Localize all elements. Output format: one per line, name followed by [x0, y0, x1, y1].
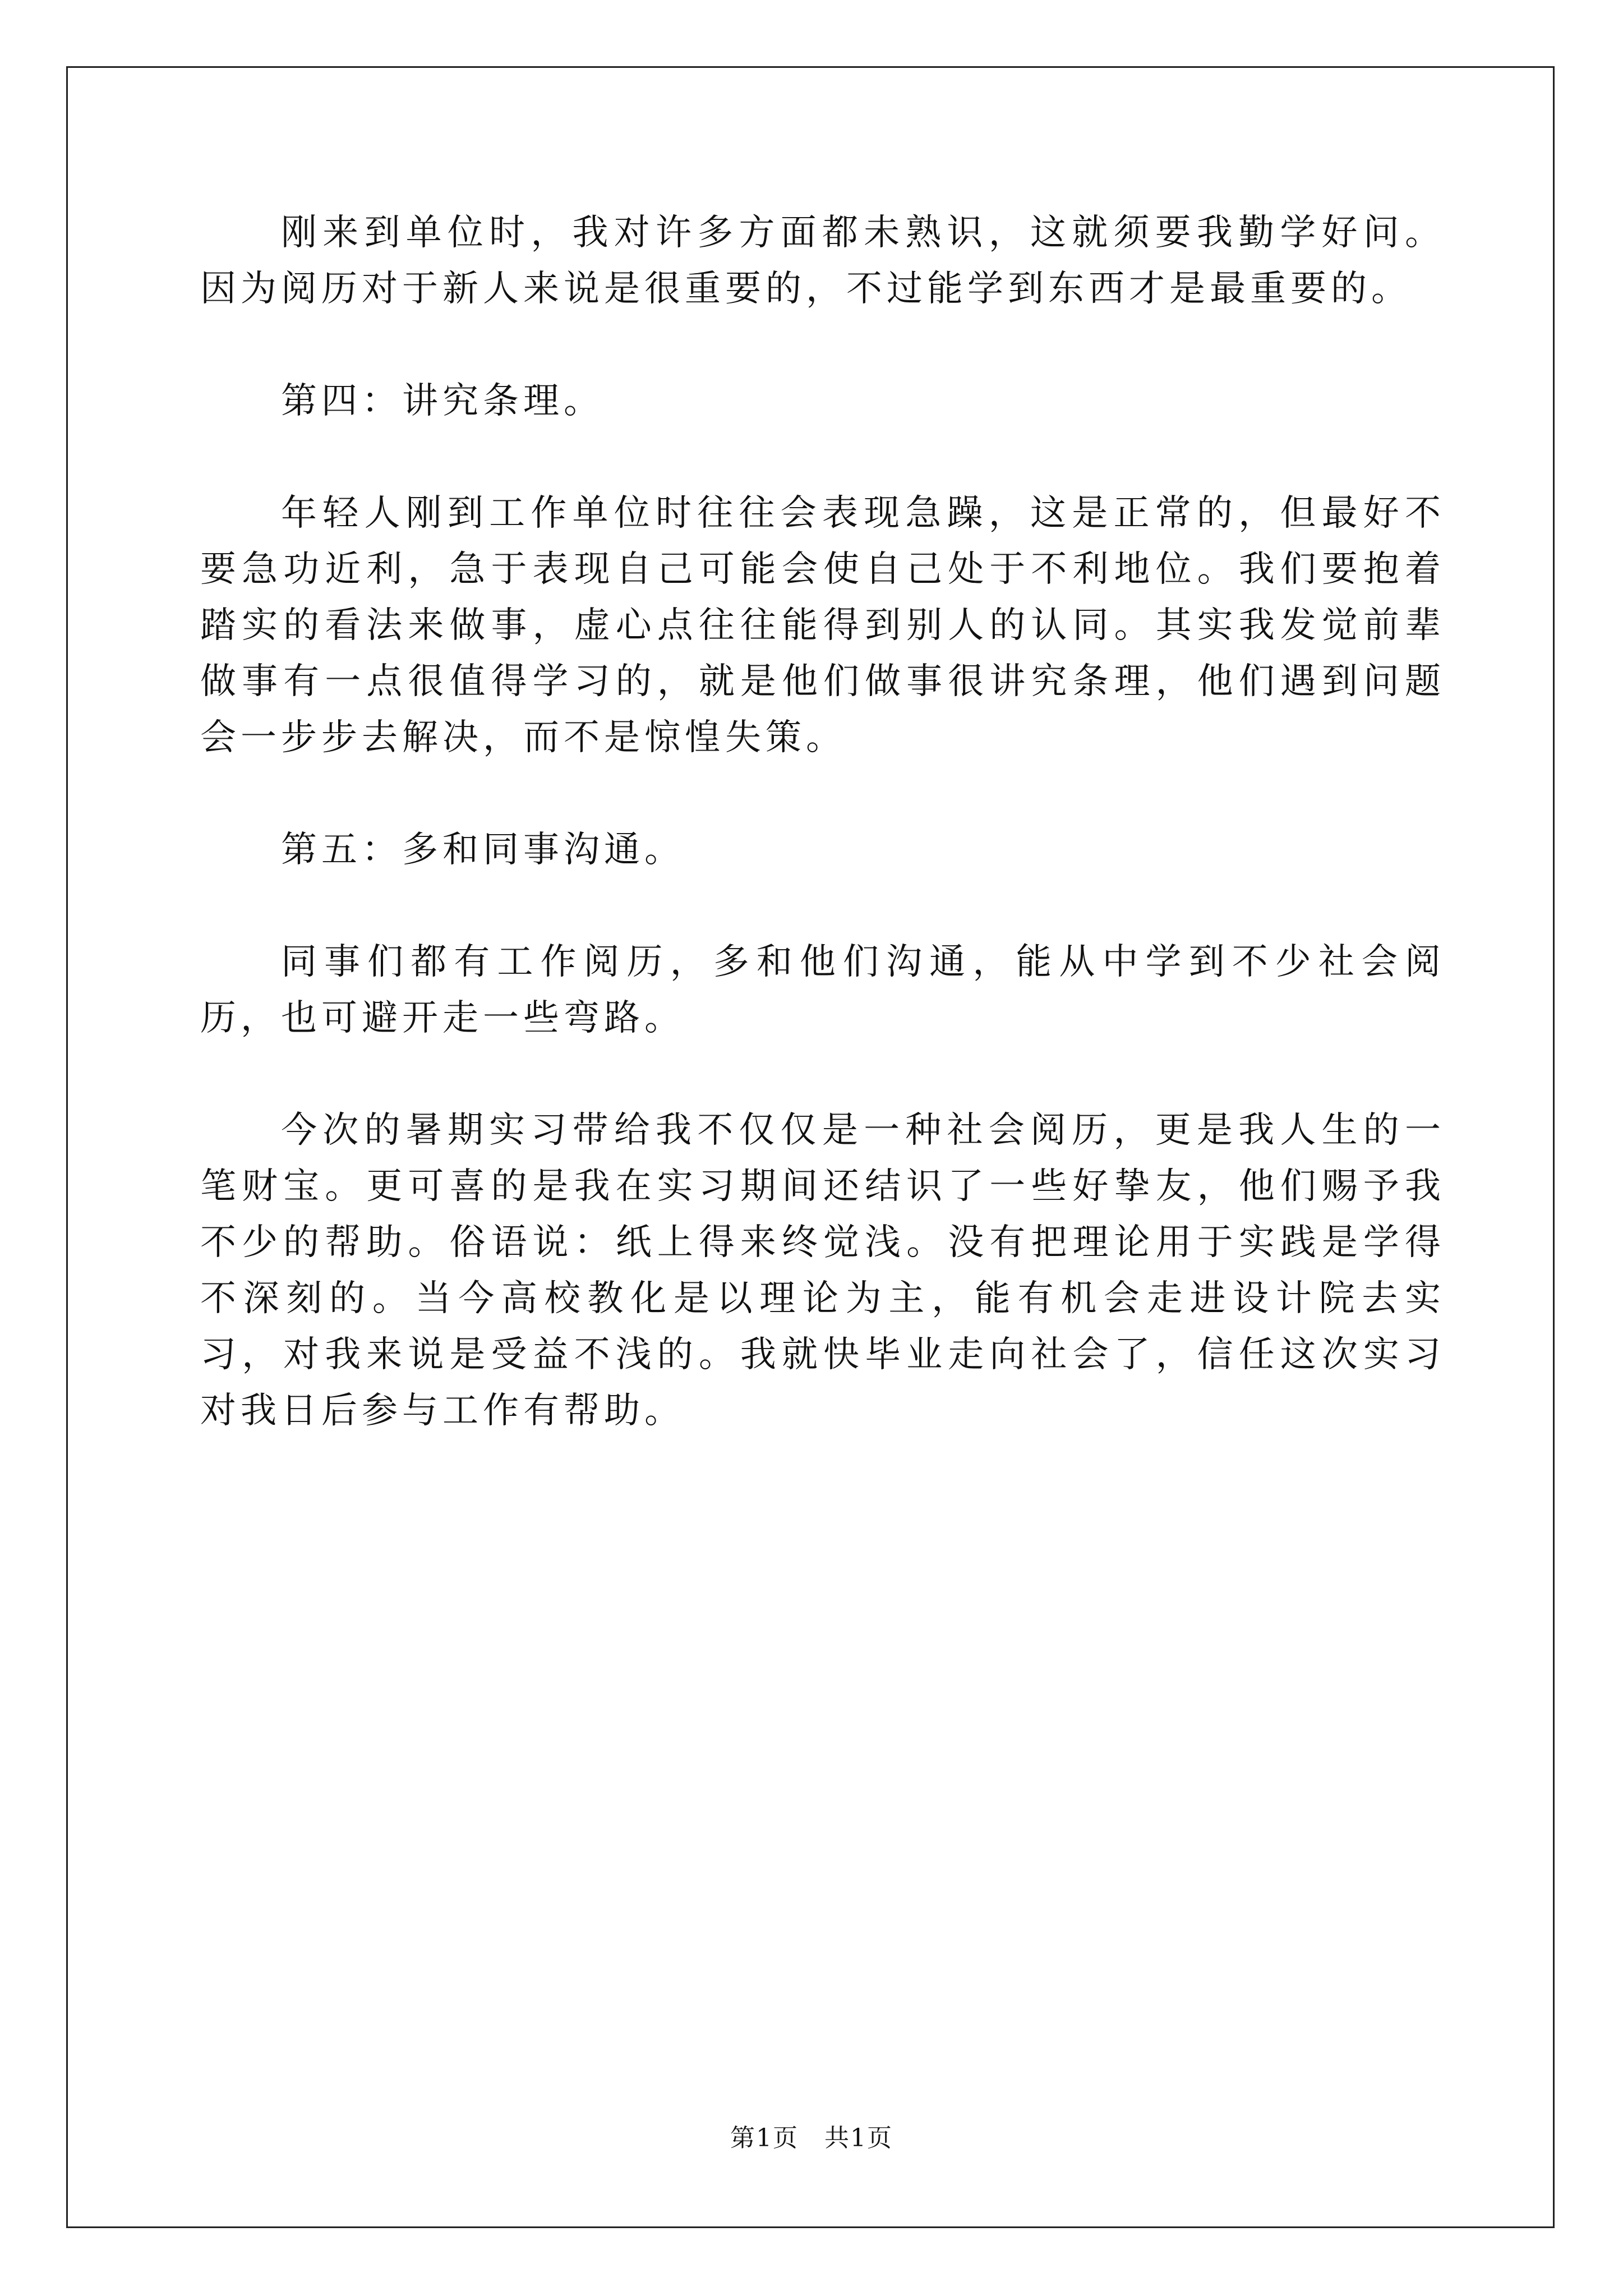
- page-footer: 第1页 共1页: [730, 2124, 893, 2152]
- section-heading: 第四：讲究条理。: [281, 380, 604, 422]
- paragraph: 刚来到单位时，我对许多方面都未熟识，这就须要我勤学好问。因为阅历对于新人来说是很重要的，不过能学到东西才是最重要的。: [200, 212, 1445, 310]
- section-heading: 第五：多和同事沟通。: [281, 829, 685, 871]
- paragraph: 今次的暑期实习带给我不仅仅是一种社会阅历，更是我人生的一笔财宝。更可喜的是我在实习期间还结识了一些好挚友，他们赐予我不少的帮助。俗语说：纸上得来终觉浅。没有把理论用于实践是学得不深刻的。当今高校教化是以理论为主，能有机会走进设计院去实习，对我来说是受益不浅的。我就快毕业走向社会了，信任这次实习对我日后参与工作有帮助。: [200, 1110, 1445, 1432]
- paragraph: 同事们都有工作阅历，多和他们沟通，能从中学到不少社会阅历，也可避开走一些弯路。: [200, 941, 1445, 1039]
- document-body: [200, 205, 1445, 1439]
- paragraph: 年轻人刚到工作单位时往往会表现急躁，这是正常的，但最好不要急功近利，急于表现自己可能会使自己处于不利地位。我们要抱着踏实的看法来做事，虚心点往往能得到别人的认同。其实我发觉前辈做事有一点很值得学习的，就是他们做事很讲究条理，他们遇到问题会一步步去解决，而不是惊惶失策。: [200, 493, 1445, 758]
